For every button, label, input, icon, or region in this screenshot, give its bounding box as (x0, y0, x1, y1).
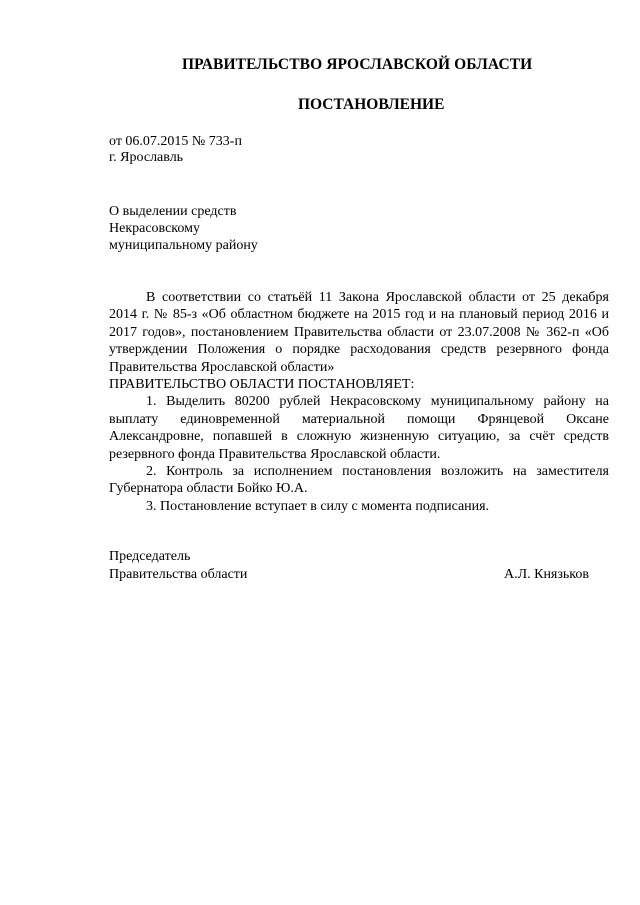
document-subject (109, 203, 258, 254)
item-paragraph: 3. Постановление вступает в силу с момента подписания. (146, 498, 490, 514)
date-number: от 06.07.2015 № 733-п (109, 134, 242, 149)
signature-block (109, 548, 589, 584)
subject-line: О выделении средств (109, 204, 237, 219)
item-paragraph: 2. Контроль за исполнением постановления возложить на заместителя Губернатора области Бойко Ю.А. (109, 464, 609, 497)
subject-line: Некрасовскому (109, 221, 200, 236)
subject-line: муниципальному району (109, 238, 258, 253)
city: г. Ярославль (109, 150, 184, 165)
resolve-heading: ПРАВИТЕЛЬСТВО ОБЛАСТИ ПОСТАНОВЛЯЕТ: (109, 377, 415, 393)
preamble-paragraph: В соответствии со статьёй 11 Закона Ярославской области от 25 декабря 2014 г. № 85-з «Об областном бюджете на 2015 год и на плановый период 2016 и 2017 годов», постановлением Правительства области от 23.07.2008 № 362-п «Об утверждении Положения о порядке расходования средств резервного фонда Правительства Ярославской области» (109, 290, 609, 375)
signer-name: А.Л. Князьков (504, 567, 589, 582)
document-type: ПОСТАНОВЛЕНИЕ (298, 96, 445, 113)
document-body (109, 289, 609, 515)
document-meta (109, 134, 242, 166)
signer-position: Правительства области (109, 567, 248, 582)
item-paragraph: 1. Выделить 80200 рублей Некрасовскому муниципальному району на выплату единовременной материальной помощи Фрянцевой Оксане Александровне, попавшей в сложную жизненную ситуацию, за счёт средств резервного фонда Правительства Ярославской области. (109, 394, 609, 462)
signature-row (109, 566, 589, 584)
signer-position: Председатель (109, 549, 191, 564)
government-title: ПРАВИТЕЛЬСТВО ЯРОСЛАВСКОЙ ОБЛАСТИ (182, 56, 533, 73)
